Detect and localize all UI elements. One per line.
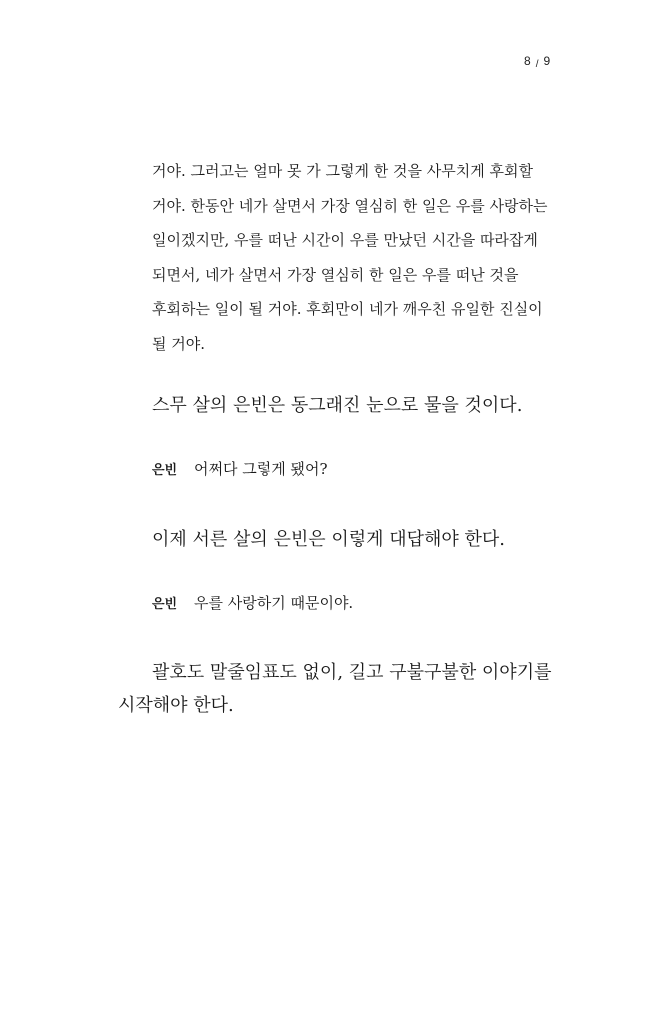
speech-text: 어쩌다 그렇게 됐어? bbox=[194, 460, 328, 478]
narration-line: 이제 서른 살의 은빈은 이렇게 대답해야 한다. bbox=[152, 529, 506, 550]
dialogue-line: 거야. 한동안 네가 살면서 가장 열심히 한 일은 우를 사랑하는 bbox=[152, 196, 548, 215]
dialogue-line: 되면서, 네가 살면서 가장 열심히 한 일은 우를 떠난 것을 bbox=[152, 265, 519, 284]
page-current: 8 bbox=[524, 54, 532, 68]
page-separator: / bbox=[535, 59, 540, 70]
narration-line: 스무 살의 은빈은 동그래진 눈으로 물을 것이다. bbox=[152, 395, 523, 416]
speaker-name: 은빈 bbox=[152, 463, 178, 478]
dialogue-line: 거야. 그러고는 얼마 못 가 그렇게 한 것을 사무치게 후회할 bbox=[152, 162, 533, 180]
closing-line: 괄호도 말줄임표도 없이, 길고 구불구불한 이야기를 bbox=[152, 662, 552, 683]
closing-paragraph bbox=[118, 656, 551, 722]
speech-line bbox=[152, 458, 328, 479]
dialogue-line: 될 거야. bbox=[152, 334, 206, 353]
speaker-name: 은빈 bbox=[152, 597, 178, 612]
page-total: 9 bbox=[543, 54, 552, 68]
page-number bbox=[524, 54, 551, 68]
speech-line bbox=[152, 592, 353, 613]
closing-line: 시작해야 한다. bbox=[118, 695, 234, 716]
speech-text: 우를 사랑하기 때문이야. bbox=[194, 594, 354, 612]
dialogue-line: 후회하는 일이 될 거야. 후회만이 네가 깨우친 유일한 진실이 bbox=[152, 300, 543, 318]
dialogue-paragraph bbox=[152, 154, 592, 361]
dialogue-line: 일이겠지만, 우를 떠난 시간이 우를 만났던 시간을 따라잡게 bbox=[152, 231, 538, 249]
